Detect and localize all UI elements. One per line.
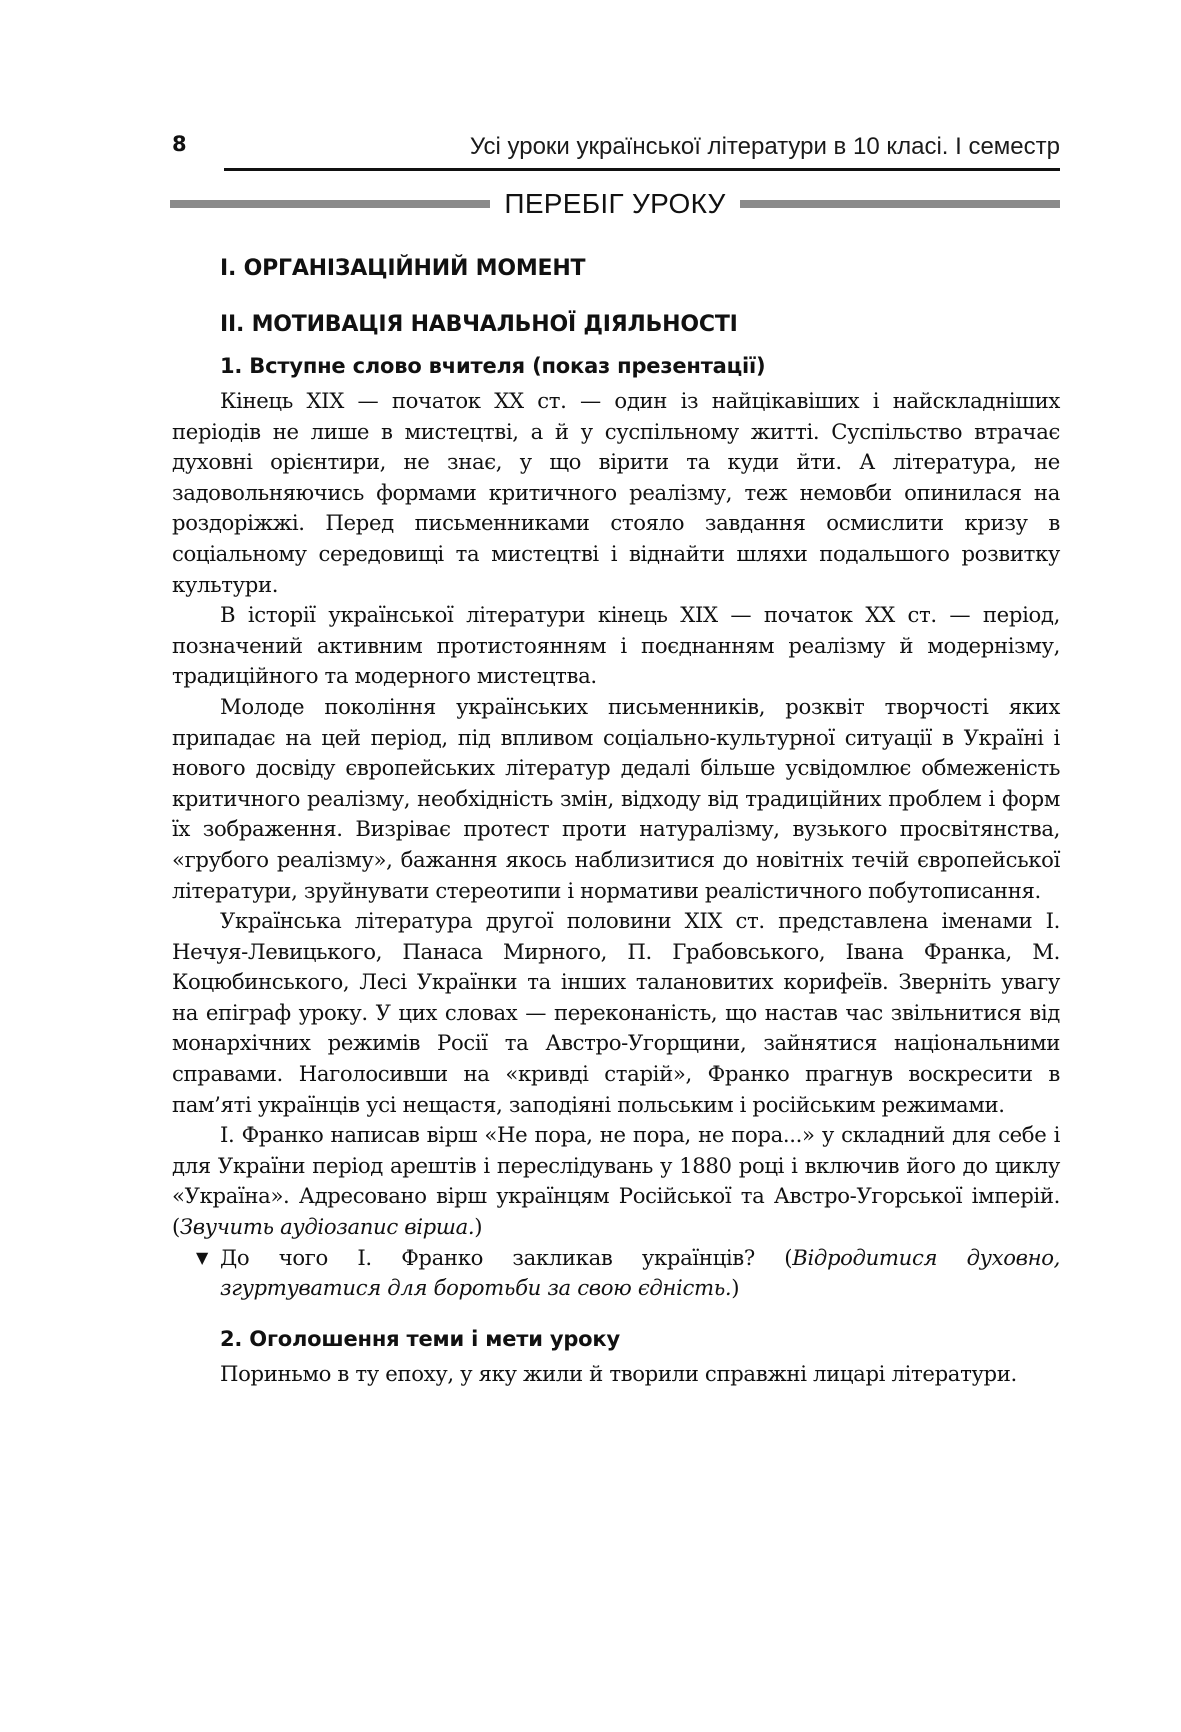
paragraph-close: ) — [474, 1214, 483, 1240]
question-item — [172, 1243, 1060, 1304]
question-answer: Відродитися духовно, згуртуватися для боротьби за свою єдність. — [220, 1244, 1060, 1301]
paragraph: В історії української літератури кінець ХІХ — початок ХХ ст. — період, позначений активним протистоянням і поєднанням реалізму й модернізму, традиційного та модерного мистецтва. — [172, 602, 1060, 689]
section-banner — [172, 184, 1060, 224]
question-text: До чого І. Франко закликав українців? ( — [220, 1244, 793, 1270]
running-header — [172, 118, 1060, 168]
subsection-heading-2: 2. Оголошення теми і мети уроку — [220, 1326, 620, 1351]
triangle-bullet-icon: ▼ — [196, 1247, 208, 1267]
paragraph: Кінець ХІХ — початок ХХ ст. — один із найцікавіших і найскладніших періодів не лише в мистецтві, а й у суспільному житті. Суспільство втрачає духовні орієнтири, не знає, у що вірити та куди йти. А література, не задовольняючись формами критичного реалізму, теж немовби опинилася на роздоріжжі. Перед письменниками стояло завдання осмислити кризу в соціальному середовищі та мистецтві і віднайти шляхи подальшого розвитку культури. — [172, 388, 1060, 597]
subsection-heading-1: 1. Вступне слово вчителя (показ презентації) — [220, 354, 766, 378]
banner-bar-right — [740, 200, 1060, 208]
banner-title: ПЕРЕБІГ УРОКУ — [504, 188, 726, 219]
paragraph: Українська література другої половини ХІХ ст. представлена іменами І. Нечуя-Левицького, Панаса Мирного, П. Грабовського, Івана Франка, М. Коцюбинського, Лесі Українки та інших талановитих корифеїв. Зверніть увагу на епіграф уроку. У цих словах — переконаність, що настав час звільнитися від монархічних режимів Росії та Австро-Угорщини, зайнятися національними справами. Наголосивши на «кривді старій», Франко прагнув воскресити в пам’яті українців усі нещастя, заподіяні польським і російським режимами. — [172, 908, 1060, 1117]
paragraph: Молоде покоління українських письменників, розквіт творчості яких припадає на цей період, під впливом соціально-культурної ситуації в Україні і нового досвіду європейських літератур дедалі більше усвідомлює обмеженість критичного реалізму, необхідність змін, відходу від традиційних проблем і форм їх зображення. Визріває протест проти натуралізму, вузького просвітянства, «грубого реалізму», бажання якось наблизитися до новітніх течій європейської літератури, зруйнувати стереотипи і нормативи реалістичного побутописання. — [172, 693, 1060, 903]
banner-bar-left — [170, 200, 490, 208]
header-rule — [224, 168, 1060, 171]
paragraph-franko — [172, 1120, 1060, 1242]
stage-direction: Звучить аудіозапис вірша. — [179, 1214, 475, 1240]
paragraph-last: Пориньмо в ту епоху, у яку жили й творили справжні лицарі літератури. — [220, 1360, 1017, 1386]
section-heading-1: І. ОРГАНІЗАЦІЙНИЙ МОМЕНТ — [220, 256, 586, 281]
running-title: Усі уроки української літератури в 10 класі. І семестр — [469, 133, 1060, 160]
page — [172, 118, 1060, 1389]
question-close: ) — [731, 1275, 740, 1301]
section-heading-2: ІІ. МОТИВАЦІЯ НАВЧАЛЬНОЇ ДІЯЛЬНОСТІ — [220, 312, 738, 337]
page-number: 8 — [172, 132, 187, 156]
paragraph-text: І. Франко написав вірш «Не пора, не пора, не пора...» у складний для себе і для України період арештів і переслідувань у 1880 році і включив його до циклу «Україна». Адресовано вірш українцям Російської та Австро-Угорської імперій. ( — [172, 1122, 1060, 1240]
